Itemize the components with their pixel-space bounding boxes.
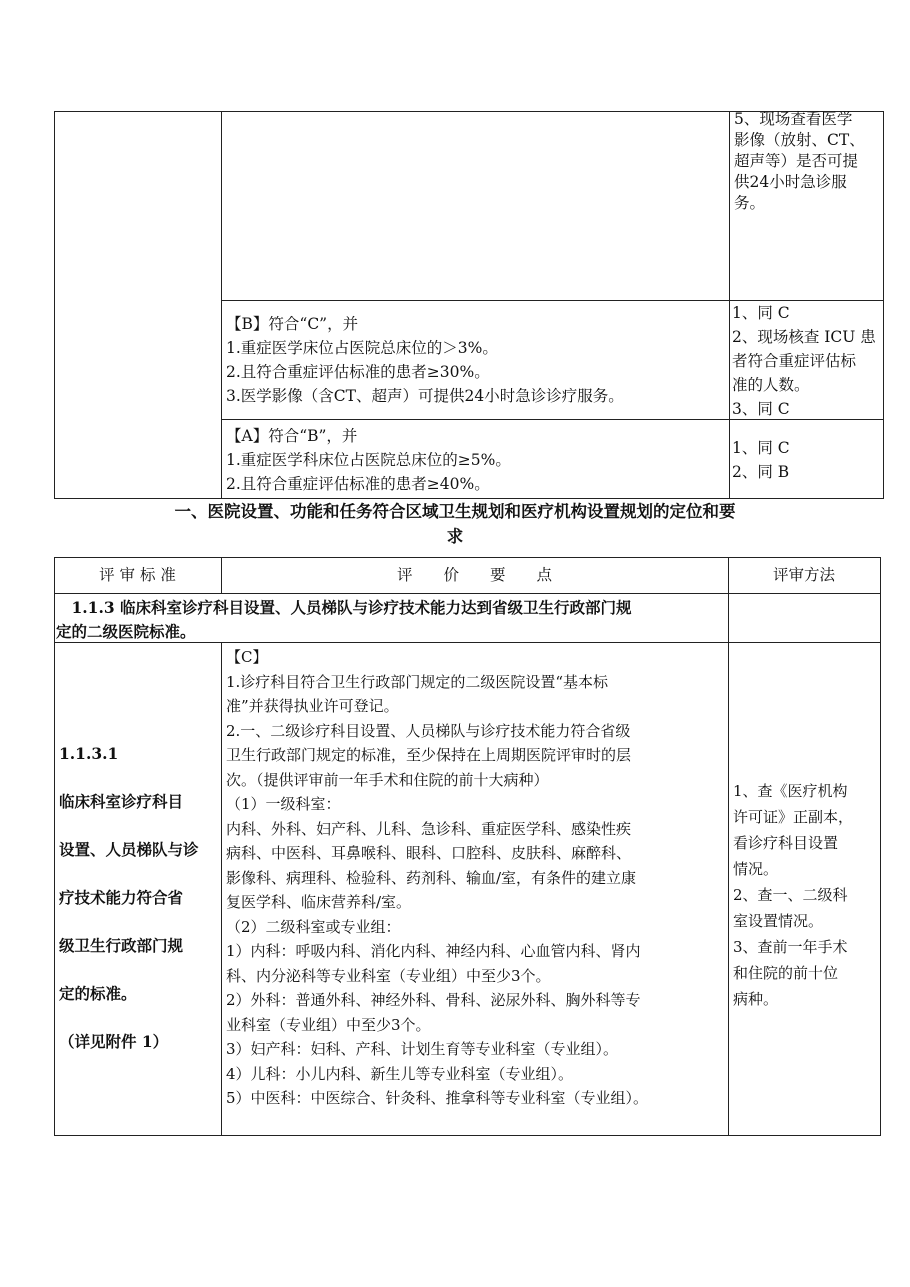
method-line: 1、查《医疗机构 — [733, 782, 848, 800]
top-row1-method — [734, 109, 884, 214]
top-row2-criteria — [226, 312, 726, 408]
points-line: 业科室（专业组）中至少3个。 — [226, 1015, 431, 1034]
section-row-title — [56, 596, 728, 644]
criteria-line: 2.且符合重症评估标准的患者≥40%。 — [226, 475, 490, 493]
points-line: 4）儿科：小儿内科、新生儿等专业科室（专业组）。 — [226, 1064, 574, 1083]
method-line: 供24小时急诊服 — [734, 173, 847, 191]
standard-line: 1.1.3.1 — [59, 744, 119, 763]
standard-cell — [59, 730, 219, 1066]
top-row2-method — [732, 301, 884, 421]
points-cell — [226, 645, 728, 1111]
points-line: （2）二级科室或专业组： — [226, 917, 401, 936]
method-line: 1、同 C — [732, 304, 790, 322]
criteria-line: 1.重症医学科床位占医院总床位的≥5%。 — [226, 451, 511, 469]
header-standard: 评 审 标 准 — [99, 566, 176, 584]
points-line: 内科、外科、妇产科、儿科、急诊科、重症医学科、感染性疾 — [226, 819, 632, 838]
header-method: 评审方法 — [772, 566, 835, 584]
standard-line: 级卫生行政部门规 — [59, 936, 184, 955]
criteria-line: 1.重症医学床位占医院总床位的＞3%。 — [226, 339, 498, 357]
method-line: 2、同 B — [732, 463, 790, 481]
section-heading-line2: 求 — [446, 527, 464, 546]
standard-line: 设置、人员梯队与诊 — [59, 840, 199, 859]
method-line: 和住院的前十位 — [733, 964, 839, 982]
points-line: 科、内分泌科等专业科室（专业组）中至少3个。 — [226, 966, 551, 985]
method-line: 情况。 — [733, 860, 779, 878]
standard-line: 定的标准。 — [59, 984, 137, 1003]
method-line: 许可证》正副本， — [733, 808, 854, 826]
points-line: 2）外科：普通外科、神经外科、骨科、泌尿外科、胸外科等专 — [226, 991, 641, 1009]
method-line: 务。 — [734, 194, 766, 212]
section-heading-line1: 一、医院设置、功能和任务符合区域卫生规划和医疗机构设置规划的定位和要 — [174, 502, 736, 521]
method-line: 准的人数。 — [732, 376, 810, 394]
points-line: 2.一、二级诊疗科目设置、人员梯队与诊疗技术能力符合省级 — [226, 721, 631, 740]
standard-line: 疗技术能力符合省 — [59, 888, 184, 907]
criteria-line: 【B】符合“C”，并 — [226, 315, 359, 333]
points-line: 病科、中医科、耳鼻喉科、眼科、口腔科、皮肤科、麻醉科、 — [226, 844, 632, 862]
method-line: 影像（放射、CT、 — [734, 131, 865, 149]
method-line: 2、查一、二级科 — [733, 886, 848, 904]
standard-line: 临床科室诊疗科目 — [59, 792, 184, 811]
method-line: 病种。 — [733, 990, 779, 1008]
method-line: 室设置情况。 — [733, 912, 824, 930]
section-row-line: 定的二级医院标准。 — [56, 622, 196, 641]
points-line: 1）内科：呼吸内科、消化内科、神经内科、心血管内科、肾内 — [226, 942, 641, 960]
points-line: 复医学科、临床营养科/室。 — [226, 893, 412, 911]
method-line: 5、现场查看医学 — [734, 110, 853, 128]
method-line: 2、现场核查 ICU 患 — [732, 328, 876, 346]
method-line: 者符合重症评估标 — [732, 352, 857, 370]
points-line: 3）妇产科：妇科、产科、计划生育等专业科室（专业组）。 — [226, 1040, 619, 1058]
criteria-line: 2.且符合重症评估标准的患者≥30%。 — [226, 363, 490, 381]
method-line: 3、查前一年手术 — [733, 938, 848, 956]
points-line: 准”并获得执业许可登记。 — [226, 697, 399, 715]
points-line: 5）中医科：中医综合、针灸科、推拿科等专业科室（专业组）。 — [226, 1089, 649, 1107]
header-points: 评 价 要 点 — [396, 566, 552, 584]
top-row3-criteria — [226, 424, 726, 496]
method-line: 3、同 C — [732, 400, 790, 418]
points-line: （1）一级科室： — [226, 795, 341, 813]
points-line: 卫生行政部门规定的标准，至少保持在上周期医院评审时的层 — [226, 746, 632, 764]
top-row3-method — [732, 436, 884, 484]
points-line: 影像科、病理科、检验科、药剂科、输血/室，有条件的建立康 — [226, 868, 637, 887]
points-line: 次。（提供评审前一年手术和住院的前十大病种） — [226, 770, 549, 789]
criteria-line: 3.医学影像（含CT、超声）可提供24小时急诊诊疗服务。 — [226, 387, 624, 405]
method-line: 看诊疗科目设置 — [733, 834, 839, 852]
points-line: 1.诊疗科目符合卫生行政部门规定的二级医院设置“基本标 — [226, 672, 608, 691]
method-line: 1、同 C — [732, 439, 790, 457]
method-line: 超声等）是否可提 — [734, 152, 859, 170]
standard-line: （详见附件 1） — [59, 1032, 169, 1051]
section-row-line: 1.1.3 临床科室诊疗科目设置、人员梯队与诊疗技术能力达到省级卫生行政部门规 — [56, 598, 632, 617]
method-cell — [733, 778, 880, 1012]
criteria-line: 【A】符合“B”，并 — [226, 427, 358, 445]
points-line: 【C】 — [226, 648, 268, 666]
